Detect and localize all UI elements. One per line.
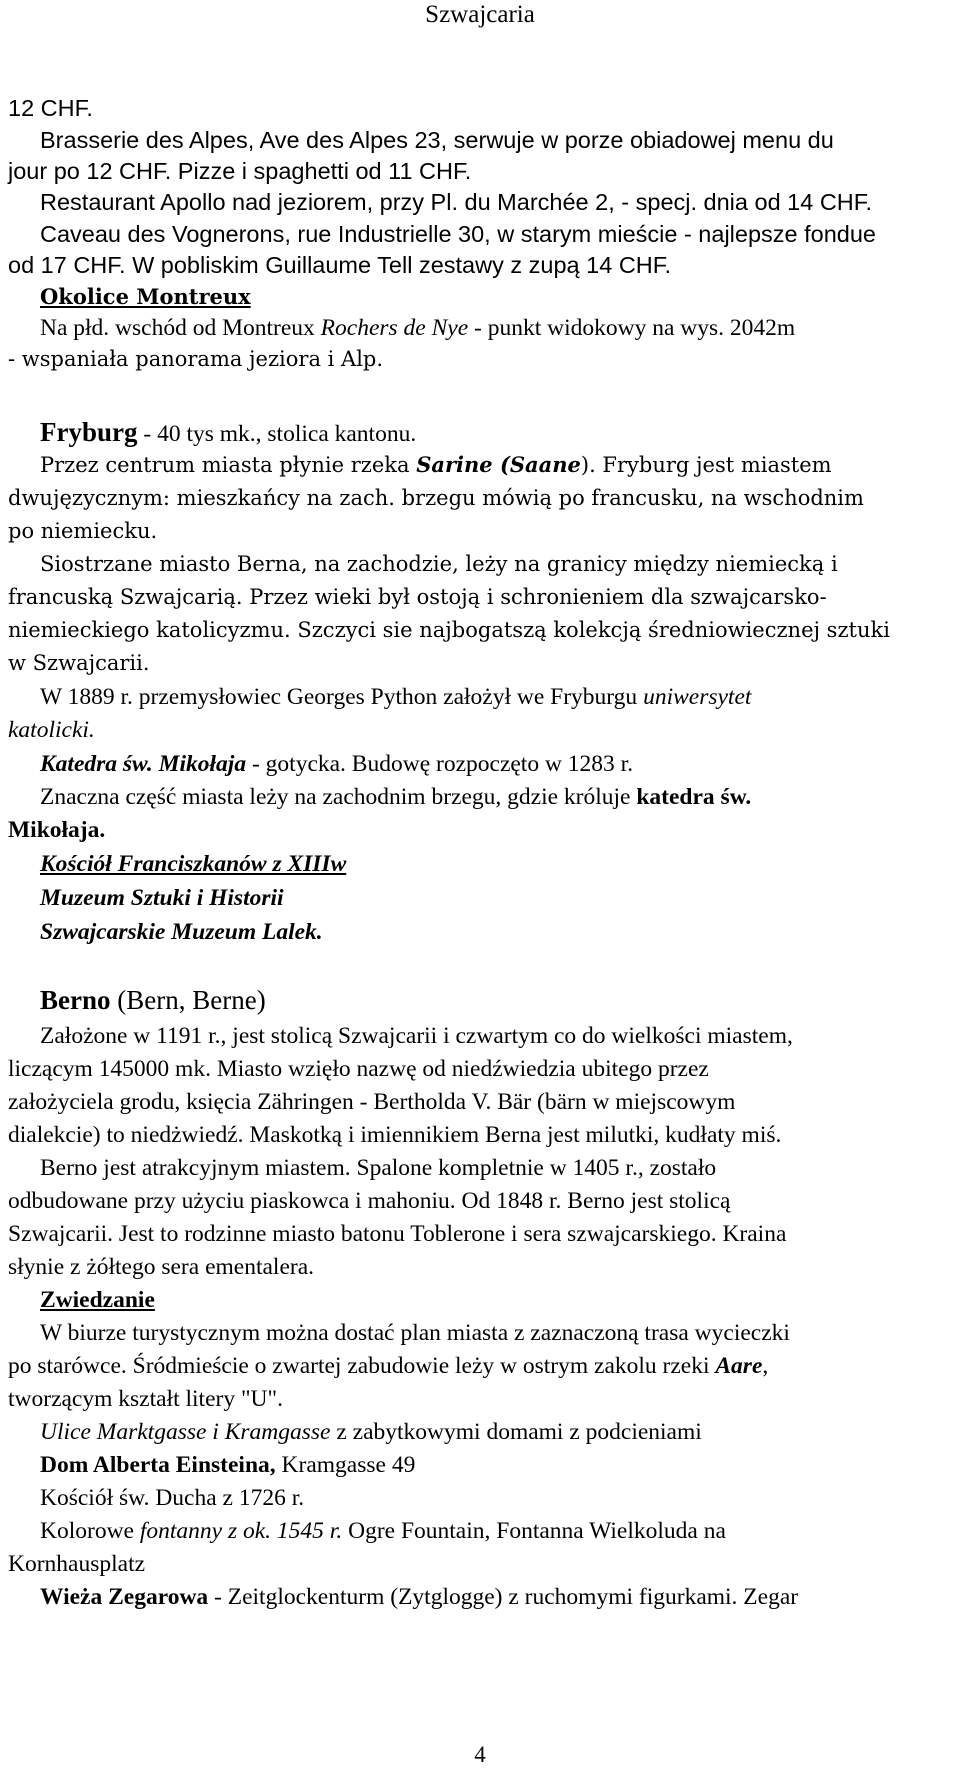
- text-line: W 1889 r. przemysłowiec Georges Python założył we Fryburgu uniwersytet: [40, 684, 752, 710]
- text-line: - wspaniała panorama jeziora i Alp.: [8, 347, 384, 371]
- text-line: jour po 12 CHF. Pizze i spaghetti od 11 CHF.: [8, 158, 472, 184]
- text-line: francuską Szwajcarią. Przez wieki był ostoją i schronieniem dla szwajcarsko-: [8, 585, 827, 609]
- text-line: niemieckiego katolicyzmu. Szczyci sie najbogatszą kolekcją średniowiecznej sztuki: [8, 618, 890, 642]
- text-line: Wieża Zegarowa - Zeitglockenturm (Zytglogge) z ruchomymi figurkami. Zegar: [40, 1584, 799, 1610]
- text-line: Ulice Marktgasse i Kramgasse z zabytkowymi domami z podcieniami: [40, 1419, 702, 1445]
- zwiedzanie-heading: Zwiedzanie: [40, 1287, 155, 1313]
- text-line: w Szwajcarii.: [8, 651, 150, 675]
- text-line: dwujęzycznym: mieszkańcy na zach. brzegu mówią po francusku, na wschodnim: [8, 486, 864, 510]
- text-line: słynie z żółtego sera ementalera.: [8, 1254, 315, 1280]
- text-line: Mikołaja.: [8, 817, 106, 843]
- text-line: od 17 CHF. W pobliskim Guillaume Tell zestawy z zupą 14 CHF.: [8, 252, 672, 278]
- text-line: Brasserie des Alpes, Ave des Alpes 23, serwuje w porze obiadowej menu du: [40, 127, 834, 153]
- text-line: odbudowane przy użyciu piaskowca i mahoniu. Od 1848 r. Berno jest stolicą: [8, 1188, 731, 1214]
- text-line: tworzącym kształt litery "U".: [8, 1386, 283, 1412]
- text-line: po niemiecku.: [8, 519, 158, 543]
- text-line: Szwajcarskie Muzeum Lalek.: [40, 919, 323, 945]
- text-line: Kornhausplatz: [8, 1551, 146, 1577]
- text-line: Caveau des Vognerons, rue Industrielle 30, w starym mieście - najlepsze fondue: [40, 221, 877, 247]
- text-line: Założone w 1191 r., jest stolicą Szwajcarii i czwartym co do wielkości miastem,: [40, 1023, 793, 1049]
- text-line: Kościół Franciszkanów z XIIIw: [40, 851, 347, 877]
- text-line: Kościół św. Ducha z 1726 r.: [40, 1485, 305, 1511]
- text-line: liczącym 145000 mk. Miasto wzięło nazwę od niedźwiedzia ubitego przez: [8, 1056, 709, 1082]
- page-header-title: Szwajcaria: [425, 1, 535, 28]
- text-line: Restaurant Apollo nad jeziorem, przy Pl. du Marchée 2, - specj. dnia od 14 CHF.: [40, 189, 873, 215]
- text-line: Katedra św. Mikołaja - gotycka. Budowę rozpoczęto w 1283 r.: [40, 751, 634, 777]
- text-line: Znaczna część miasta leży na zachodnim brzegu, gdzie króluje katedra św.: [40, 784, 752, 810]
- okolice-heading: Okolice Montreux: [40, 284, 251, 309]
- text-line: W biurze turystycznym można dostać plan miasta z zaznaczoną trasa wycieczki: [40, 1320, 790, 1346]
- text-line: Berno jest atrakcyjnym miastem. Spalone kompletnie w 1405 r., zostało: [40, 1155, 717, 1181]
- text-line: Siostrzane miasto Berna, na zachodzie, leży na granicy między niemiecką i: [40, 552, 838, 576]
- text-line: założyciela grodu, księcia Zähringen - Bertholda V. Bär (bärn w miejscowym: [8, 1089, 736, 1115]
- text-line: Muzeum Sztuki i Historii: [40, 885, 284, 911]
- text-line: katolicki.: [8, 717, 95, 743]
- text-line: Szwajcarii. Jest to rodzinne miasto batonu Toblerone i sera szwajcarskiego. Kraina: [8, 1221, 787, 1247]
- text-line: po starówce. Śródmieście o zwartej zabudowie leży w ostrym zakolu rzeki Aare,: [8, 1353, 769, 1379]
- fryburg-heading: Fryburg - 40 tys mk., stolica kantonu.: [40, 417, 417, 447]
- text-line: dialekcie) to niedżwiedź. Maskotką i imiennikiem Berna jest milutki, kudłaty miś.: [8, 1122, 782, 1148]
- berno-heading: Berno (Bern, Berne): [40, 985, 266, 1015]
- text-line: Dom Alberta Einsteina, Kramgasse 49: [40, 1452, 416, 1478]
- page-number: 4: [474, 1742, 486, 1767]
- text-line: Kolorowe fontanny z ok. 1545 r. Ogre Fountain, Fontanna Wielkoluda na: [40, 1518, 726, 1544]
- text-line: Na płd. wschód od Montreux Rochers de Nye - punkt widokowy na wys. 2042m: [40, 315, 796, 341]
- text-line: Przez centrum miasta płynie rzeka Sarine (Saane). Fryburg jest miastem: [40, 452, 832, 477]
- text-line: 12 CHF.: [8, 95, 93, 121]
